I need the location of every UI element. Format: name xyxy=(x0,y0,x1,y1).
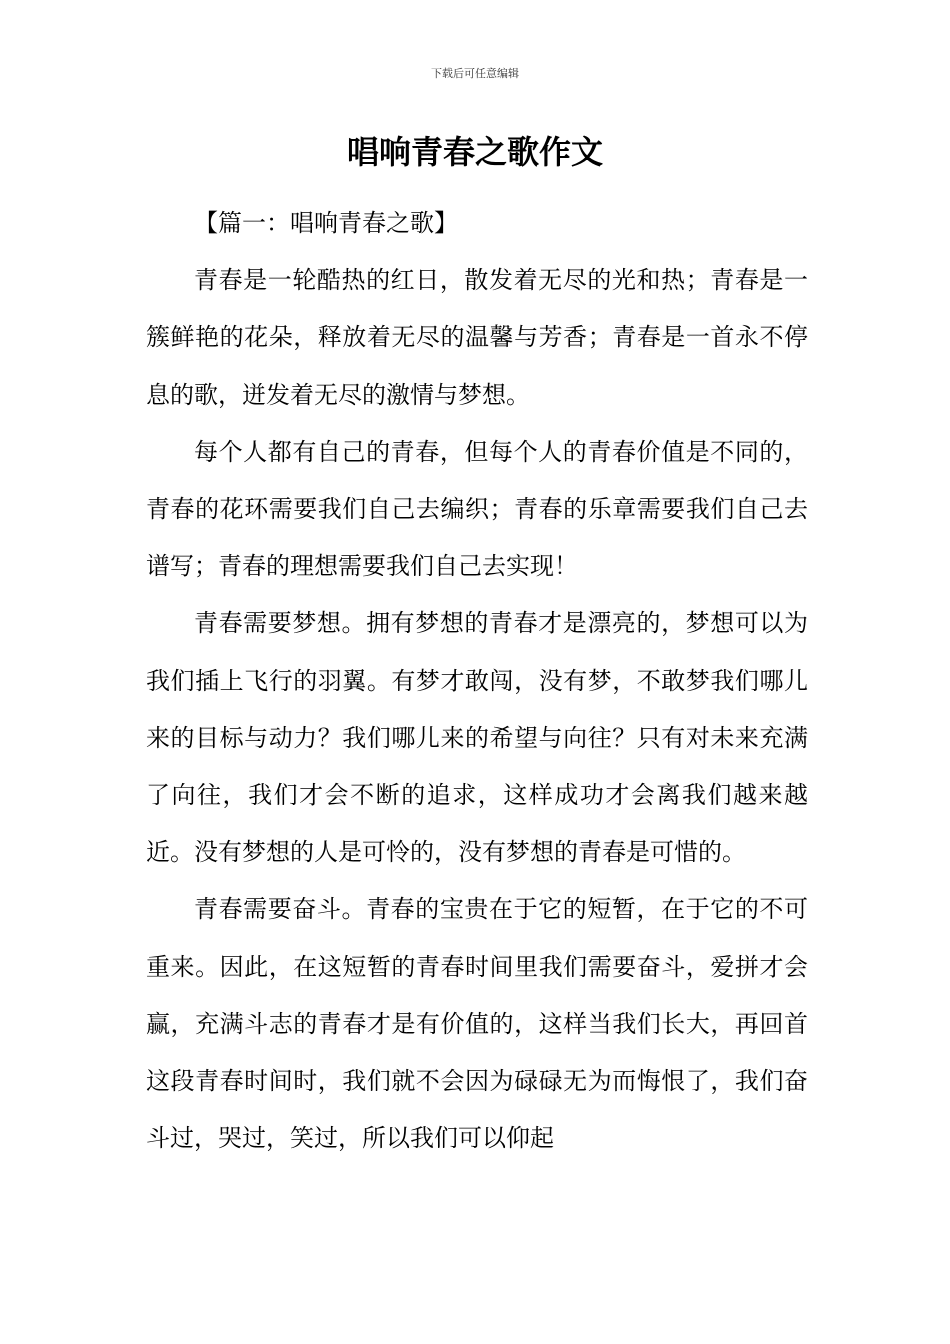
paragraph: 青春是一轮酷热的红日，散发着无尽的光和热；青春是一簇鲜艳的花朵，释放着无尽的温馨与芳香；青春是一首永不停息的歌，迸发着无尽的激情与梦想。 xyxy=(146,266,808,409)
document-title: 唱响青春之歌作文 xyxy=(346,133,603,171)
page-header-note: 下载后可任意编辑 xyxy=(431,67,519,80)
paragraph: 每个人都有自己的青春，但每个人的青春价值是不同的，青春的花环需要我们自己去编织；青春的乐章需要我们自己去谱写；青春的理想需要我们自己去实现！ xyxy=(146,437,808,581)
paragraph: 青春需要奋斗。青春的宝贵在于它的短暂，在于它的不可重来。因此，在这短暂的青春时间里我们需要奋斗，爱拼才会赢，充满斗志的青春才是有价值的，这样当我们长大，再回首这段青春时间时，我们就不会因为碌碌无为而悔恨了，我们奋斗过，哭过，笑过，所以我们可以仰起 xyxy=(146,895,808,1153)
document-body xyxy=(146,195,808,1167)
paragraph: 青春需要梦想。拥有梦想的青春才是漂亮的，梦想可以为我们插上飞行的羽翼。有梦才敢闯，没有梦，不敢梦我们哪儿来的目标与动力？我们哪儿来的希望与向往？只有对未来充满了向往，我们才会不断的追求，这样成功才会离我们越来越近。没有梦想的人是可怜的，没有梦想的青春是可惜的。 xyxy=(146,609,808,867)
section-heading: 【篇一：唱响青春之歌】 xyxy=(194,209,458,237)
